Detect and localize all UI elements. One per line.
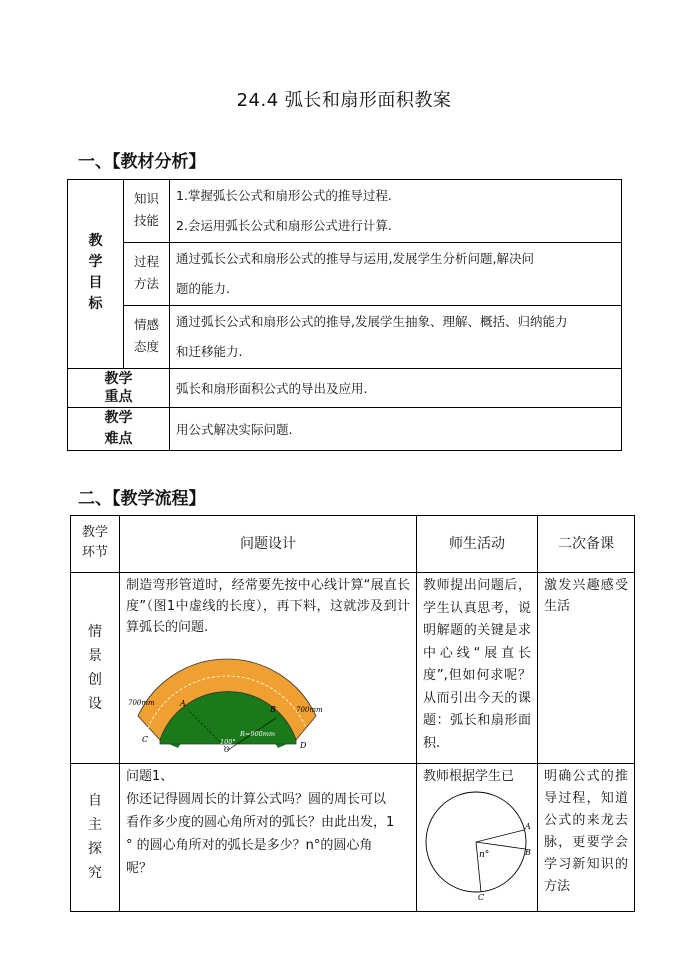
row-label-cell [124, 306, 170, 369]
question-line: ° 的圆心角所对的弧长是多少？n°的圆心角 [126, 838, 373, 853]
section-heading-flow: 二、【教学流程】 [78, 489, 206, 509]
row-content-process [170, 243, 622, 306]
pipe-figure [128, 640, 328, 752]
row-label-cell [124, 180, 170, 243]
stage-label: 自主探究 [88, 793, 102, 881]
row-label-cell [124, 243, 170, 306]
activity-cell [417, 573, 538, 764]
header-note: 二次备课 [538, 516, 635, 573]
label-angle: 100° [220, 738, 236, 746]
page-title: 24.4 弧长和扇形面积教案 [236, 90, 452, 111]
row-label-attitude: 情感态度 [133, 317, 159, 354]
radius-to-A [476, 830, 524, 842]
note-cell [538, 764, 635, 912]
difficulty-label-cell [68, 408, 170, 451]
text-line: 题的能力. [176, 281, 230, 296]
difficulty-content: 用公式解决实际问题. [170, 408, 622, 451]
analysis-table [67, 179, 622, 451]
section-heading-analysis: 一、【教材分析】 [78, 152, 206, 172]
activity-cell [417, 764, 538, 912]
key-label: 教学重点 [104, 371, 133, 405]
label-D: D [300, 741, 307, 750]
question-cell [120, 764, 417, 912]
row-content-knowledge [170, 180, 622, 243]
flow-table [70, 515, 635, 912]
question-text [120, 764, 416, 882]
header-activity: 师生活动 [417, 516, 538, 573]
note-text: 明确公式的推导过程，知道公式的来龙去脉，更要学会学习新知识的方法 [544, 769, 628, 894]
question-cell [120, 573, 417, 764]
row-label-process: 过程方法 [133, 254, 159, 291]
goal-label: 教学目标 [88, 233, 103, 312]
activity-text: 教师根据学生已 [423, 769, 515, 784]
text-line: 1.掌握弧长公式和扇形公式的推导过程. [176, 188, 392, 203]
text-line: 通过弧长公式和扇形公式的推导,发展学生抽象、理解、概括、归纳能力 [176, 314, 568, 329]
label-B: B [525, 848, 531, 857]
goal-label-cell [68, 180, 124, 369]
activity-text: 教师提出问题后，学生认真思考，说明解题的关键是求中心线“展直长度”,但如何求呢？从而引出今天的课题：弧长和扇形面积. [423, 578, 531, 751]
label-O: O [224, 746, 230, 752]
key-content: 弧长和扇形面积公式的导出及应用. [170, 369, 622, 408]
label-left-length: 700mm [128, 699, 155, 707]
question-text: 制造弯形管道时，经常要先按中心线计算“展直长度”（图1中虚线的长度），再下料，这就涉及到计算弧长的问题. [126, 578, 410, 635]
label-B: B [270, 705, 276, 714]
difficulty-label: 教学难点 [104, 410, 133, 447]
label-A: A [180, 699, 186, 708]
row-content-attitude [170, 306, 622, 369]
label-radius: R=900mm [240, 730, 276, 738]
circle-figure [421, 789, 533, 901]
label-right-length: 700mm [296, 706, 323, 714]
question-line: 呢？ [126, 861, 153, 876]
label-C: C [142, 735, 149, 744]
label-C: C [478, 893, 485, 901]
header-stage [71, 516, 120, 573]
header-question: 问题设计 [120, 516, 417, 573]
key-label-cell [68, 369, 170, 408]
row-label-knowledge: 知识技能 [133, 191, 159, 228]
header-text: 教学环节 [81, 525, 108, 560]
text-line: 通过弧长公式和扇形公式的推导与运用,发展学生分析问题,解决问 [176, 251, 534, 266]
stage-label: 情景创设 [88, 623, 102, 712]
label-A: A [525, 822, 531, 831]
stage-cell [71, 573, 120, 764]
note-cell [538, 573, 635, 764]
question-line: 你还记得圆周长的计算公式吗？圆的周长可以 [126, 792, 387, 807]
radius-to-B [476, 842, 525, 849]
stage-cell [71, 764, 120, 912]
text-line: 2.会运用弧长公式和扇形公式进行计算. [176, 218, 392, 233]
label-n-degree: n° [479, 850, 490, 860]
question-line: 问题1、 [126, 769, 174, 784]
note-text: 激发兴趣感受生活 [544, 578, 628, 614]
question-line: 看作多少度的圆心角所对的弧长？由此出发，1 [126, 815, 395, 830]
text-line: 和迁移能力. [176, 344, 243, 359]
